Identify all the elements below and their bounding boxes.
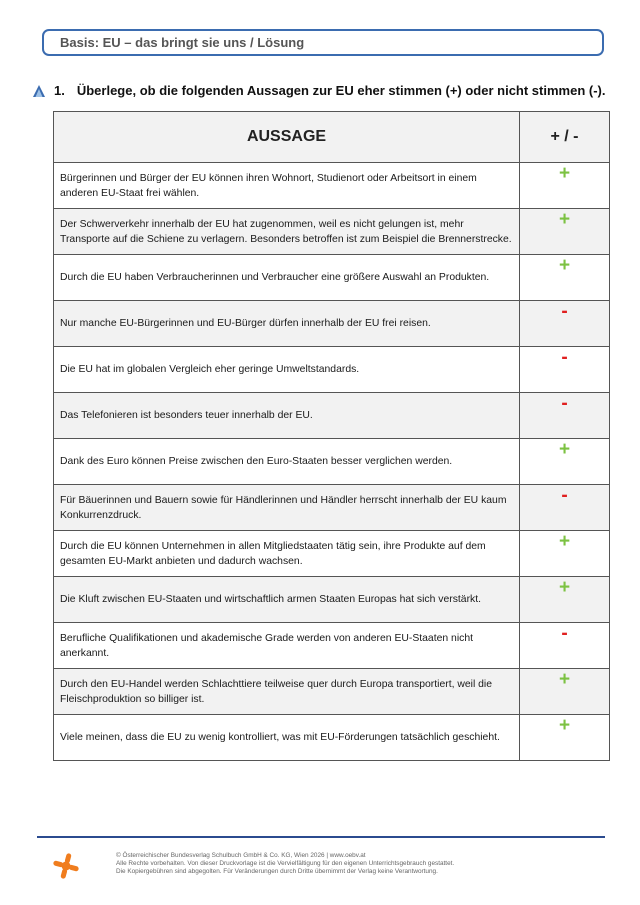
table-row [54,255,610,301]
statement-text: Die Kluft zwischen EU-Staaten und wirtschaftlich armen Staaten Europas hat sich verstärkt. [54,577,520,623]
statement-text: Durch die EU haben Verbraucherinnen und Verbraucher eine größere Auswahl an Produkten. [54,255,520,301]
answer-plus: + [520,163,610,209]
statement-text: Dank des Euro können Preise zwischen den Euro-Staaten besser verglichen werden. [54,439,520,485]
worksheet-title: Basis: EU – das bringt sie uns / Lösung [60,35,305,50]
statement-text: Viele meinen, dass die EU zu wenig kontrolliert, was mit EU-Förderungen tatsächlich geschieht. [54,715,520,761]
statements-body [54,163,610,761]
statements-table [53,111,610,761]
footer-line-3: Die Kopiergebühren sind abgegolten. Für Veränderungen durch Dritte übernimmt der Verlag keine Verantwortung. [116,868,438,876]
footer-copyright [116,852,454,877]
footer-divider [37,836,605,838]
statement-text: Durch den EU-Handel werden Schlachttiere teilweise quer durch Europa transportiert, weil die Fleischproduktion so billiger ist. [54,669,520,715]
answer-minus: - [520,623,610,669]
table-row [54,393,610,439]
footer-line-2: Alle Rechte vorbehalten. Von dieser Druckvorlage ist die Vervielfältigung für den eigenen Unterrichtsgebrauch gestattet. [116,860,455,868]
oebv-logo-icon [52,852,80,880]
answer-plus: + [520,669,610,715]
task-instruction [32,83,605,98]
table-row [54,669,610,715]
answer-plus: + [520,209,610,255]
header-answer: + / - [520,112,610,163]
table-header-row [54,112,610,163]
statement-text: Bürgerinnen und Bürger der EU können ihren Wohnort, Studienort oder Arbeitsort in einem anderen EU-Staat frei wählen. [54,163,520,209]
statement-text: Für Bäuerinnen und Bauern sowie für Händlerinnen und Händler herrscht innerhalb der EU kaum Konkurrenzdruck. [54,485,520,531]
table-row [54,485,610,531]
statement-text: Durch die EU können Unternehmen in allen Mitgliedstaaten tätig sein, ihre Produkte auf dem gesamten EU-Markt anbieten und dadurch wachsen. [54,531,520,577]
answer-plus: + [520,439,610,485]
header-statement: AUSSAGE [54,112,520,163]
table-row [54,163,610,209]
statement-text: Das Telefonieren ist besonders teuer innerhalb der EU. [54,393,520,439]
table-row [54,209,610,255]
statement-text: Der Schwerverkehr innerhalb der EU hat zugenommen, weil es nicht gelungen ist, mehr Transporte auf die Schiene zu verlagern. Besonders betroffen ist zum Beispiel die Brennerstrecke. [54,209,520,255]
answer-minus: - [520,393,610,439]
answer-minus: - [520,301,610,347]
table-row [54,439,610,485]
task-text: Überlege, ob die folgenden Aussagen zur EU eher stimmen (+) oder nicht stimmen (-). [76,83,606,98]
table-row [54,531,610,577]
table-row [54,577,610,623]
table-row [54,715,610,761]
triangle-level-icon [32,84,46,98]
answer-plus: + [520,531,610,577]
table-row [54,623,610,669]
answer-plus: + [520,255,610,301]
statement-text: Nur manche EU-Bürgerinnen und EU-Bürger dürfen innerhalb der EU frei reisen. [54,301,520,347]
statement-text: Die EU hat im globalen Vergleich eher geringe Umweltstandards. [54,347,520,393]
task-number: 1. [54,83,65,98]
statement-text: Berufliche Qualifikationen und akademische Grade werden von anderen EU-Staaten nicht anerkannt. [54,623,520,669]
answer-plus: + [520,715,610,761]
answer-minus: - [520,485,610,531]
table-row [54,347,610,393]
answer-minus: - [520,347,610,393]
answer-plus: + [520,577,610,623]
footer-line-1: © Österreichischer Bundesverlag Schulbuch GmbH & Co. KG, Wien 2026 | www.oebv.at [116,852,366,859]
worksheet-title-box [42,29,604,56]
table-row [54,301,610,347]
